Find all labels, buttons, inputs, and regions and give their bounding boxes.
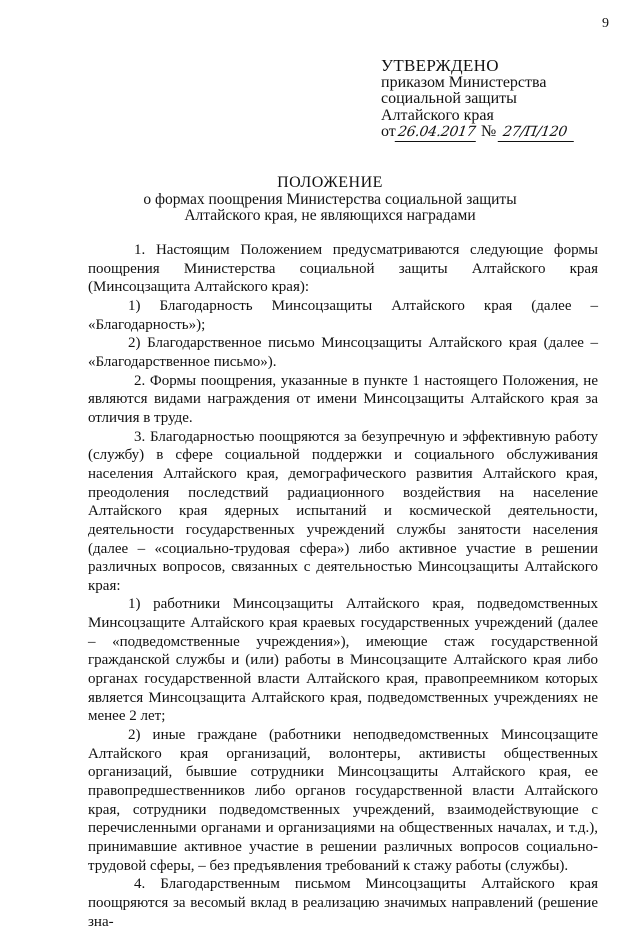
paragraph-3-item-2: 2) иные граждане (работники неподведомственных Минсоцзащите Алтайского края организаций, волонтеры, активисты общественных организаций, бывшие сотрудники Минсоцзащиты Алтайского края, ее правопредшественников либо органов государственной власти Алтайского края, сотрудники подведомственных учреждений, взаимодействующие с перечисленными органами и организациями на общественных началах, и т.д.), принимавшие активное участие в решении различных вопросов социально-трудовой сферы, – без предъявления требований к стажу работы (службы). <box>88 727 598 874</box>
approval-stamp-block <box>381 58 621 142</box>
approval-line: приказом Министерства <box>381 73 547 91</box>
document-title-block <box>80 175 580 225</box>
paragraph-2: 2. Формы поощрения, указанные в пункте 1 настоящего Положения, не являются видами награждения от имени Минсоцзащиты Алтайского края за отличия в труде. <box>88 372 598 426</box>
handwritten-date: 26.04.2017 <box>395 124 479 142</box>
document-heading: ПОЛОЖЕНИЕ <box>277 174 383 191</box>
page-number: 9 <box>602 16 609 31</box>
document-subtitle-line: Алтайского края, не являющихся наградами <box>184 207 476 224</box>
paragraph-3: 3. Благодарностью поощряются за безупречную и эффективную работу (службу) в сфере социальной поддержки и социального обслуживания населения Алтайского края, демографического развития Алтайского края, преодоления последствий радиационного воздействия на население Алтайского края ядерных испытаний и космической деятельности, деятельности государственных учреждений службы занятости населения (далее – «социально-трудовая сфера») либо активное участие в решении различных вопросов, связанных с деятельностью Минсоцзащиты Алтайского края: <box>88 428 598 594</box>
paragraph-1: 1. Настоящим Положением предусматриваются следующие формы поощрения Министерства социальной защиты Алтайского края (Минсоцзащита Алтайского края): <box>88 242 598 296</box>
paragraph-4: 4. Благодарственным письмом Минсоцзащиты Алтайского края поощряются за весомый вклад в реализацию значимых направлений (решение зна- <box>88 876 598 930</box>
paragraph-3-item-1: 1) работники Минсоцзащиты Алтайского края, подведомственных Минсоцзащите Алтайского края краевых государственных учреждений (далее – «подведомственные учреждения»), имеющие стаж государственной гражданской службы и (или) работы в Минсоцзащите Алтайского края либо органах государственной власти Алтайского края, правопреемником которых является Минсоцзащита Алтайского края, подведомственных учреждениях не менее 2 лет; <box>88 596 598 725</box>
approval-line: Алтайского края <box>381 106 494 124</box>
paragraph-1-item-2: 2) Благодарственное письмо Минсоцзащиты Алтайского края (далее – «Благодарственное письмо»). <box>88 335 598 370</box>
document-body <box>88 241 598 931</box>
handwritten-order-number: 27/П/120 <box>498 124 576 142</box>
document-subtitle-line: о формах поощрения Министерства социальной защиты <box>143 190 517 208</box>
number-prefix: № <box>480 123 497 140</box>
approval-date-number-line <box>381 124 621 142</box>
approval-title: УТВЕРЖДЕНО <box>381 56 499 75</box>
date-prefix: от <box>381 123 396 140</box>
paragraph-1-item-1: 1) Благодарность Минсоцзащиты Алтайского края (далее – «Благодарность»); <box>88 297 598 333</box>
approval-line: социальной защиты <box>381 90 517 107</box>
